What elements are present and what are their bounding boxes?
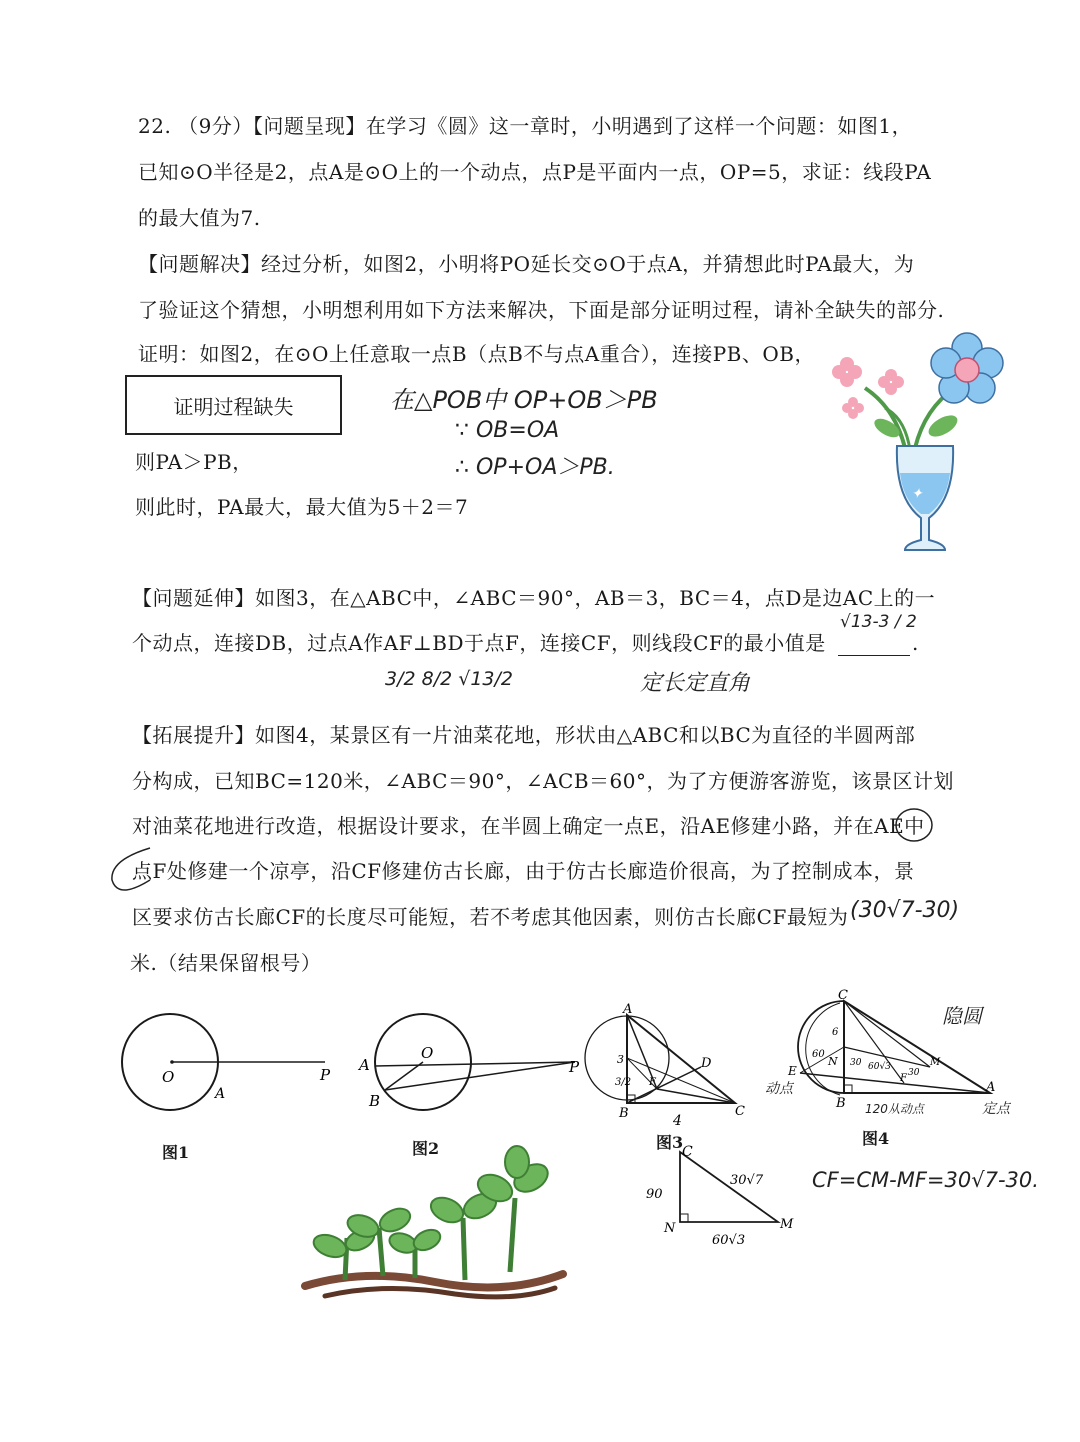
handwritten-proof-line: ∵ OB=OA	[455, 418, 560, 443]
handwritten-formula: CF=CM-MF=30√7-30.	[812, 1168, 1039, 1192]
handwritten-notes: 120从动点	[865, 1102, 924, 1116]
point-label: N	[664, 1221, 676, 1236]
expand-line: 【拓展提升】如图4，某景区有一片油菜花地，形状由△ABC和以BC为直径的半圆两部	[132, 723, 916, 747]
length-mark: 90	[646, 1187, 663, 1202]
expand-line: 点F处修建一个凉亭，沿CF修建仿古长廊，由于仿古长廊造价很高，为了控制成本，景	[132, 859, 915, 883]
length-mark: 30	[908, 1068, 920, 1078]
figure-2	[355, 1010, 595, 1120]
question-header: 22. （9分）【问题呈现】在学习《圆》这一章时，小明遇到了这样一个问题：如图1，	[138, 114, 913, 138]
point-label: D	[701, 1056, 712, 1071]
figure-1	[120, 1010, 350, 1120]
length-mark: 30	[850, 1058, 862, 1068]
length-mark: 3	[617, 1053, 624, 1066]
proof-conclusion: 则PA＞PB，	[135, 450, 253, 474]
point-label: B	[369, 1092, 381, 1110]
question-line: 的最大值为7.	[138, 206, 261, 230]
svg-text:✦: ✦	[911, 486, 923, 502]
handwritten-answer: √13-3 / 2	[840, 612, 917, 632]
handwritten-notes: 隐圆	[942, 1004, 982, 1028]
figure-3	[585, 1003, 755, 1138]
length-mark: 4	[673, 1113, 682, 1129]
point-label: E	[788, 1064, 797, 1078]
solve-line: 了验证这个猜想，小明想利用如下方法来解决，下面是部分证明过程，请补全缺失的部分.	[138, 298, 945, 322]
flower-vase-icon	[825, 328, 1025, 556]
extend-line: 个动点，连接DB，过点A作AF⊥BD于点F，连接CF，则线段CF的最小值是	[132, 631, 826, 655]
length-mark: 60√3	[712, 1233, 746, 1248]
handwritten-notes: 3/2 8/2 √13/2	[385, 668, 514, 690]
length-mark: 3/2	[615, 1077, 632, 1088]
triangle-sketch	[640, 1140, 810, 1250]
point-label: F	[649, 1077, 656, 1088]
length-mark: 6	[832, 1027, 839, 1038]
point-label: M	[930, 1057, 941, 1068]
handwritten-answer: (30√7-30)	[850, 898, 960, 923]
missing-proof-box: 证明过程缺失	[125, 375, 342, 435]
point-label: P	[320, 1066, 331, 1084]
point-label: M	[780, 1217, 794, 1232]
figure-caption: 图4	[862, 1129, 890, 1148]
handwritten-notes: 定点	[982, 1101, 1010, 1117]
figure-caption: 图1	[162, 1143, 190, 1162]
point-label: C	[682, 1144, 693, 1160]
point-label: O	[162, 1068, 175, 1086]
point-label: C	[735, 1104, 745, 1119]
handwritten-proof-line: 在△POB中 OP+OB＞PB	[390, 386, 658, 414]
expand-line: 分构成，已知BC=120米，∠ABC＝90°，∠ACB＝60°，为了方便游客游览，该景区计划	[132, 769, 954, 793]
expand-line: 对油菜花地进行改造，根据设计要求，在半圆上确定一点E，沿AE修建小路，并在AE中	[132, 814, 925, 838]
length-mark: 60	[812, 1049, 825, 1060]
handwritten-notes: 动点	[765, 1081, 793, 1097]
proof-conclusion: 则此时，PA最大，最大值为5＋2＝7	[135, 495, 469, 519]
point-label: F	[900, 1073, 907, 1084]
handwritten-proof-line: ∴ OP+OA＞PB.	[455, 455, 615, 480]
point-label: B	[836, 1096, 846, 1111]
extend-line: 【问题延伸】如图3，在△ABC中，∠ABC＝90°，AB＝3，BC＝4，点D是边AC上的一	[132, 586, 936, 610]
question-line: 已知⊙O半径是2，点A是⊙O上的一个动点，点P是平面内一点，OP=5，求证：线段PA	[138, 160, 932, 184]
point-label: A	[623, 1002, 633, 1017]
point-label: B	[619, 1106, 629, 1121]
point-label: O	[421, 1044, 434, 1062]
point-label: A	[215, 1086, 226, 1102]
solve-line: 证明：如图2，在⊙O上任意取一点B（点B不与点A重合），连接PB、OB，	[138, 342, 815, 366]
point-label: A	[986, 1080, 996, 1095]
point-label: N	[828, 1055, 838, 1068]
point-label: C	[838, 988, 848, 1003]
extend-line-end: .	[912, 631, 919, 655]
point-label: P	[569, 1058, 580, 1076]
length-mark: 60√3	[868, 1062, 891, 1072]
sprouts-icon	[305, 1148, 565, 1308]
handwritten-notes: 定长定直角	[640, 671, 751, 696]
point-label: A	[359, 1056, 370, 1074]
expand-line: 区要求仿古长廊CF的长度尽可能短，若不考虑其他因素，则仿古长廊CF最短为	[132, 905, 849, 929]
figure-caption: 图2	[412, 1139, 440, 1158]
solve-line: 【问题解决】经过分析，如图2，小明将PO延长交⊙O于点A，并猜想此时PA最大，为	[138, 252, 915, 276]
expand-line: 米.（结果保留根号）	[130, 951, 322, 975]
figure-caption: 图3	[656, 1133, 684, 1152]
length-mark: 30√7	[730, 1173, 764, 1188]
